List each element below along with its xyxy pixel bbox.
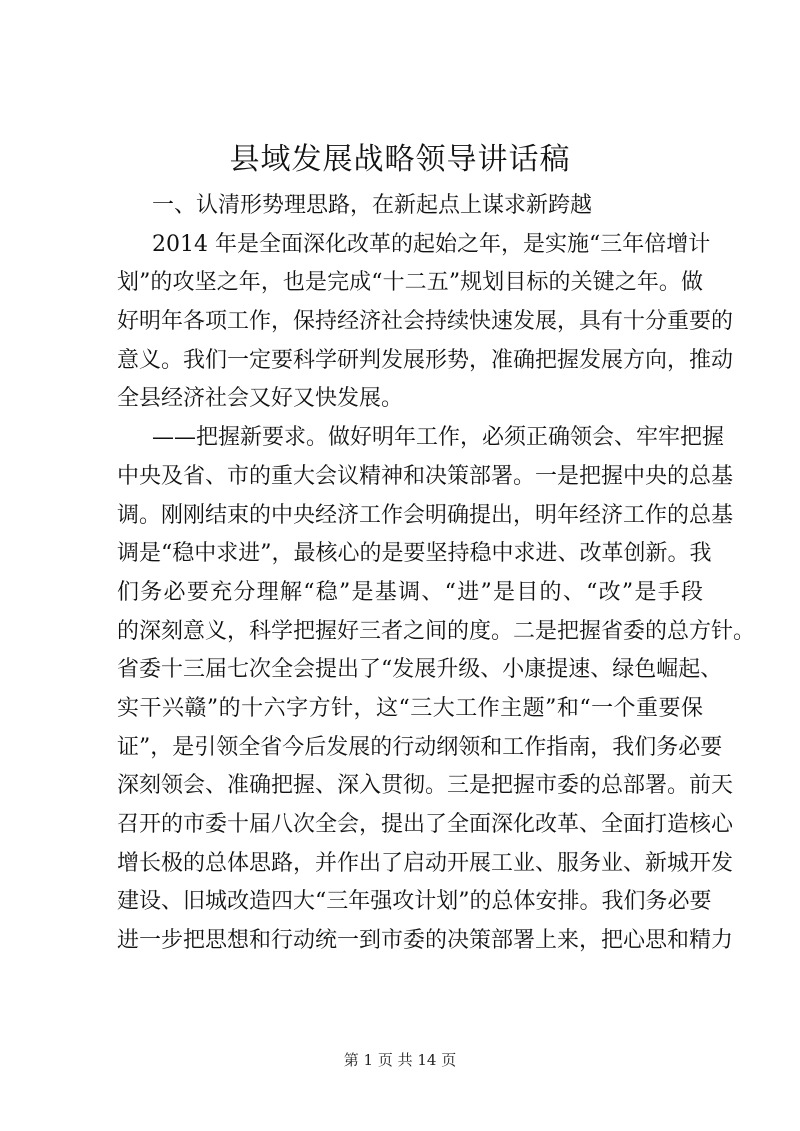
paragraph-line: 调。刚刚结束的中央经济工作会明确提出，明年经济工作的总基 [117, 502, 734, 528]
paragraph-line: ——把握新要求。做好明年工作，必须正确领会、牢牢把握 [152, 425, 725, 451]
paragraph-line: 增长极的总体思路，并作出了启动开展工业、服务业、新城开发 [117, 850, 734, 876]
paragraph-line: 证”，是引领全省今后发展的行动纲领和工作指南，我们务必要 [117, 734, 723, 760]
paragraph-line: 实干兴赣”的十六字方针，这“三大工作主题”和“一个重要保 [117, 695, 703, 721]
document-body [117, 187, 756, 961]
paragraph-line: 全县经济社会又好又快发展。 [117, 386, 404, 412]
page-number-footer: 第 1 页 共 14 页 [343, 1051, 457, 1069]
paragraph-line: 调是“稳中求进”，最核心的是要坚持稳中求进、改革创新。我 [117, 541, 712, 567]
paragraph-line: 的深刻意义，科学把握好三者之间的度。二是把握省委的总方针。 [117, 618, 756, 644]
paragraph-line: 意义。我们一定要科学研判发展形势，准确把握发展方向，推动 [117, 347, 734, 373]
paragraph-line: 进一步把思想和行动统一到市委的决策部署上来，把心思和精力 [117, 928, 734, 954]
paragraph-line: 深刻领会、准确把握、深入贯彻。三是把握市委的总部署。前天 [117, 773, 734, 799]
paragraph-line: 中央及省、市的重大会议精神和决策部署。一是把握中央的总基 [117, 463, 734, 489]
paragraph-line: 们务必要充分理解“稳”是基调、“进”是目的、“改”是手段 [117, 579, 703, 605]
document-title: 县域发展战略领导讲话稿 [229, 142, 571, 177]
paragraph-line: 好明年各项工作，保持经济社会持续快速发展，具有十分重要的 [117, 309, 734, 335]
section-heading: 一、认清形势理思路，在新起点上谋求新跨越 [152, 193, 593, 218]
paragraph-line: 建设、旧城改造四大“三年强攻计划”的总体安排。我们务必要 [117, 889, 712, 915]
paragraph-line: 划”的攻坚之年，也是完成“十二五”规划目标的关键之年。做 [117, 270, 703, 296]
paragraph-line: 2014 年是全面深化改革的起始之年，是实施“三年倍增计 [152, 231, 711, 257]
paragraph-line: 召开的市委十届八次全会，提出了全面深化改革、全面打造核心 [117, 812, 734, 837]
paragraph-line: 省委十三届七次全会提出了“发展升级、小康提速、绿色崛起、 [117, 657, 723, 683]
